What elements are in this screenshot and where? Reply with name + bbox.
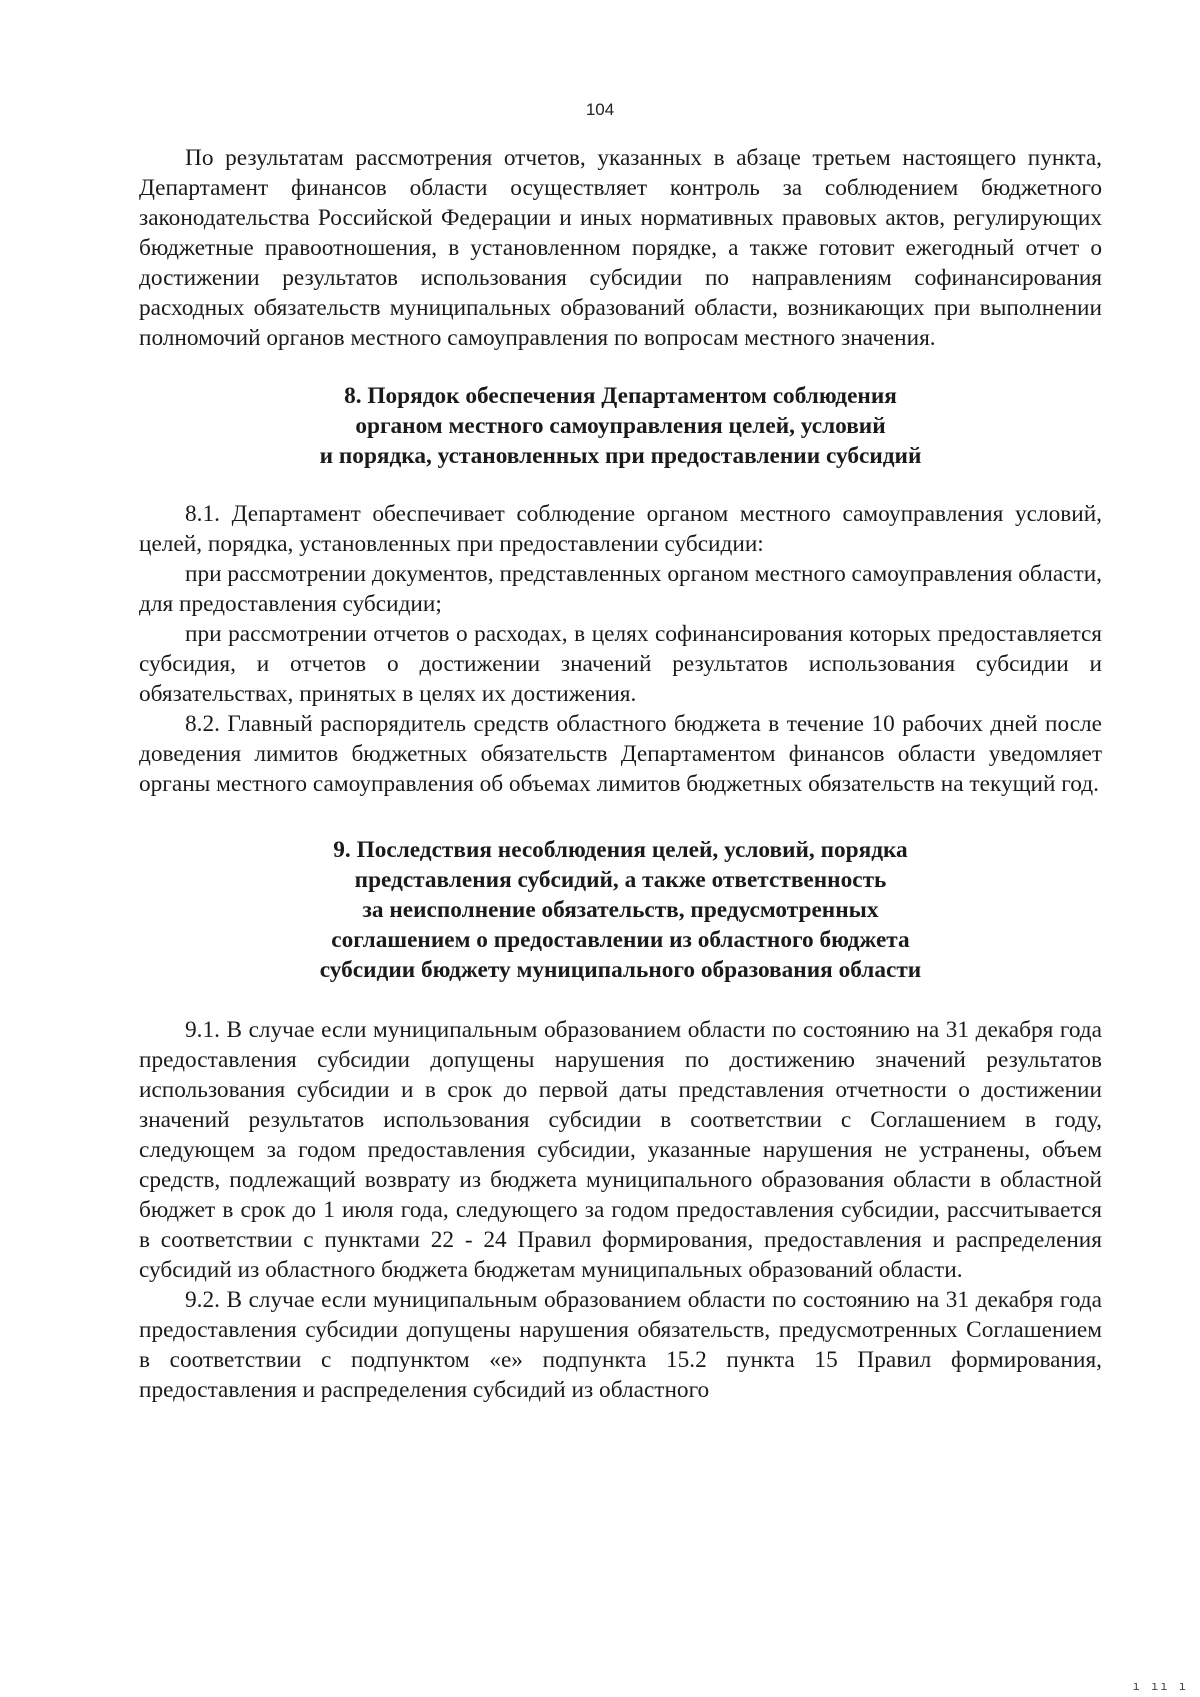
paragraph-9-1: 9.1. В случае если муниципальным образованием области по состоянию на 31 декабря года предоставления субсидии допущены нарушения по достижению значений результатов использования субсидии и в срок до первой даты представления отчетности о достижении значений результатов использования субсидии в соответствии с Соглашением в году, следующем за годом предоставления субсидии, указанные нарушения не устранены, объем средств, подлежащий возврату из бюджета муниципального образования области в областной бюджет в срок до 1 июля года, следующего за годом предоставления субсидии, рассчитывается в соответствии с пунктами 22 - 24 Правил формирования, предоставления и распределения субсидий из областного бюджета бюджетам муниципальных образований области. xyxy=(139,1017,1102,1283)
section-9-heading-line: представления субсидий, а также ответственность xyxy=(354,867,887,893)
page-number: 104 xyxy=(585,100,615,119)
section-9-heading-line: субсидии бюджету муниципального образования области xyxy=(319,957,922,983)
section-8-heading xyxy=(139,381,1102,471)
section-9-heading-line: за неисполнение обязательств, предусмотренных xyxy=(362,897,879,923)
section-9-heading-line: соглашением о предоставлении из областного бюджета xyxy=(331,927,910,953)
document-body xyxy=(139,143,1102,1405)
paragraph-8-1: 8.1. Департамент обеспечивает соблюдение органом местного самоуправления условий, целей, порядка, установленных при предоставлении субсидии: xyxy=(139,501,1102,557)
paragraph-intro: По результатам рассмотрения отчетов, указанных в абзаце третьем настоящего пункта, Департамент финансов области осуществляет контроль за соблюдением бюджетного законодательства Российской Федерации и иных нормативных правовых актов, регулирующих бюджетные правоотношения, в установленном порядке, а также готовит ежегодный отчет о достижении результатов использования субсидии по направлениям софинансирования расходных обязательств муниципальных образований области, возникающих при выполнении полномочий органов местного самоуправления по вопросам местного значения. xyxy=(139,145,1102,351)
section-9-heading-line: 9. Последствия несоблюдения целей, условий, порядка xyxy=(333,837,908,863)
section-8-heading-line: органом местного самоуправления целей, условий xyxy=(355,413,886,439)
scan-artifact-mark: ı ıı ı xyxy=(1132,1679,1188,1693)
paragraph-9-2: 9.2. В случае если муниципальным образованием области по состоянию на 31 декабря года предоставления субсидии допущены нарушения обязательств, предусмотренных Соглашением в соответствии с подпунктом «е» подпункта 15.2 пункта 15 Правил формирования, предоставления и распределения субсидий из областного xyxy=(139,1287,1102,1403)
section-8-heading-line: и порядка, установленных при предоставлении субсидий xyxy=(319,443,922,469)
paragraph-8-2: 8.2. Главный распорядитель средств областного бюджета в течение 10 рабочих дней после доведения лимитов бюджетных обязательств Департаментом финансов области уведомляет органы местного самоуправления об объемах лимитов бюджетных обязательств на текущий год. xyxy=(139,711,1102,797)
paragraph-8-1-item-2: при рассмотрении отчетов о расходах, в целях софинансирования которых предоставляется субсидия, и отчетов о достижении значений результатов использования субсидии и обязательствах, принятых в целях их достижения. xyxy=(139,621,1102,707)
section-8-heading-line: 8. Порядок обеспечения Департаментом соблюдения xyxy=(344,383,897,409)
paragraph-8-1-item-1: при рассмотрении документов, представленных органом местного самоуправления области, для предоставления субсидии; xyxy=(139,561,1102,617)
section-9-heading xyxy=(139,835,1102,985)
